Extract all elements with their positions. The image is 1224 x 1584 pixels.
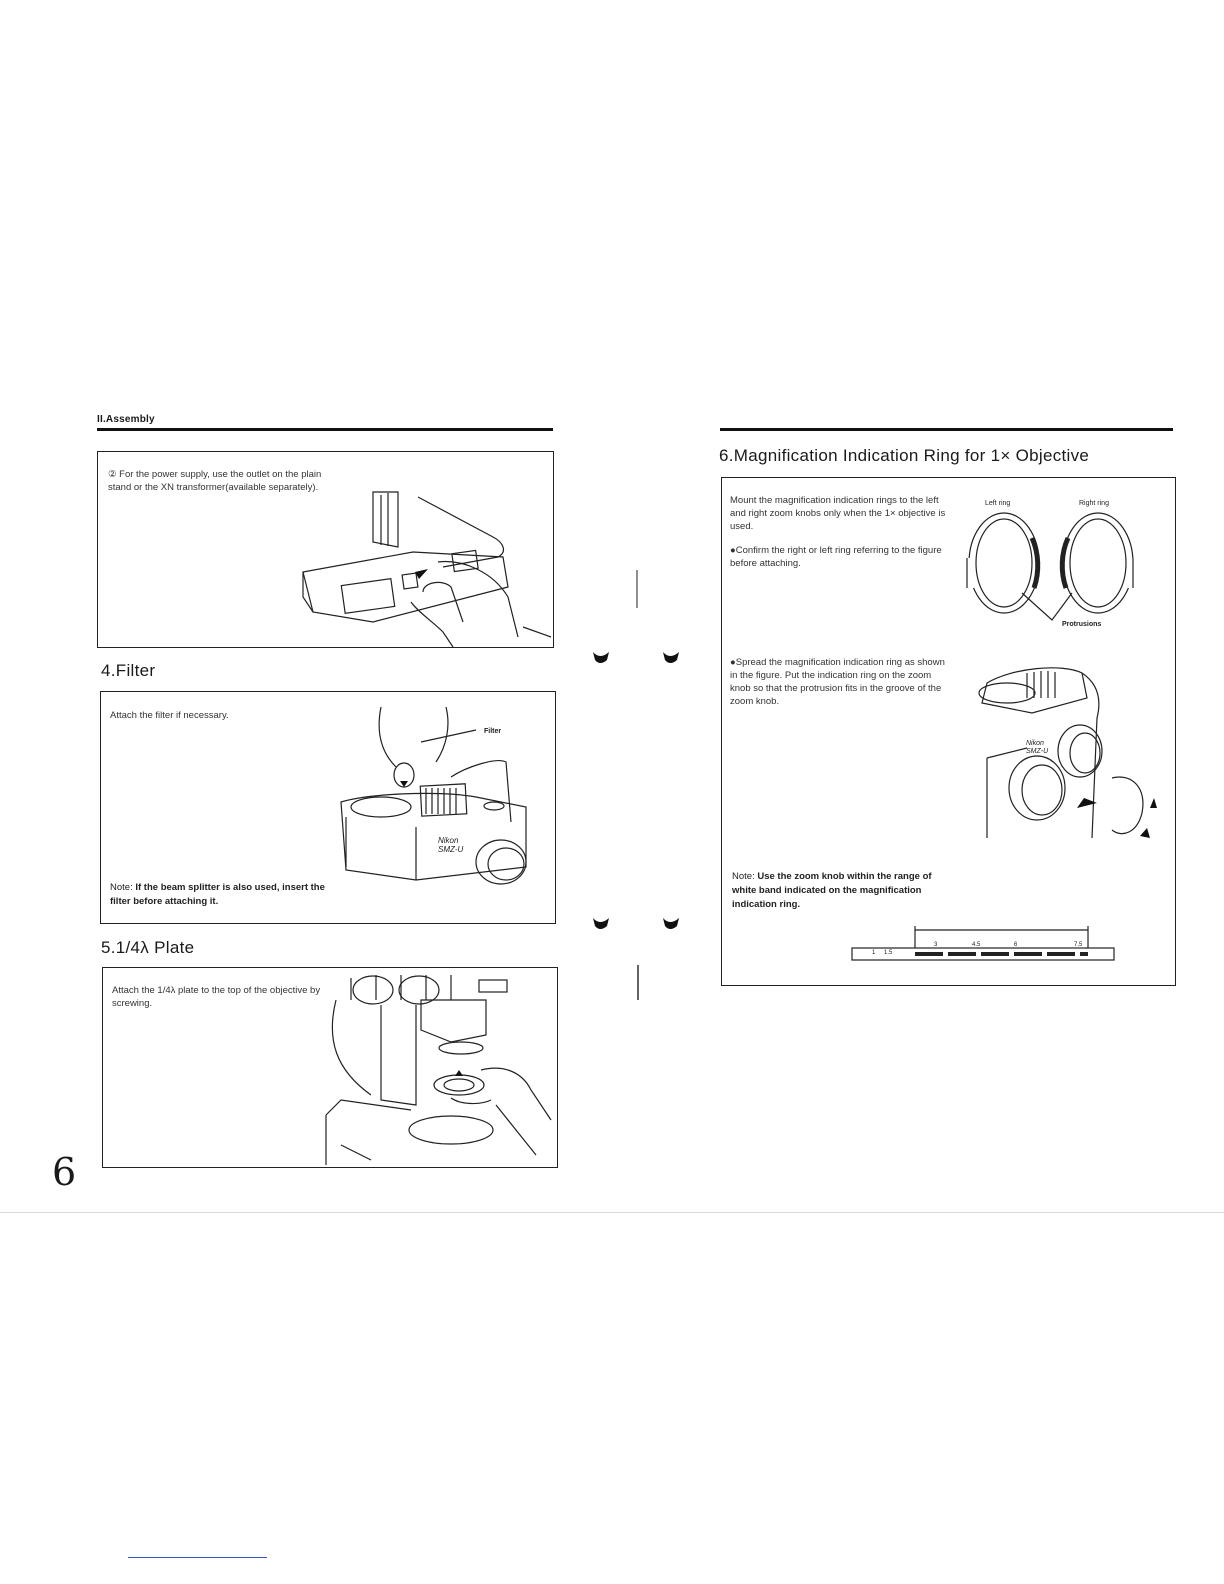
power-supply-box xyxy=(97,451,554,648)
ring-bullet-2: ●Spread the magnification indication ring as shown in the figure. Put the indication ring on the zoom knob so that the protrusion fits in the groove of the zoom knob. xyxy=(730,657,945,707)
filter-callout-label: Filter xyxy=(484,728,502,735)
scale-value-6: 6 xyxy=(1014,942,1018,948)
page-number: 6 xyxy=(52,1150,77,1194)
scale-value-7-5: 7.5 xyxy=(1074,942,1083,948)
plate-illustration xyxy=(321,970,557,1168)
filter-heading: 4.Filter xyxy=(101,661,156,680)
ring-text-1: Mount the magnification indication rings to the left and right zoom knobs only when the 1× objective is used. xyxy=(730,495,946,532)
right-header-rule xyxy=(720,428,1173,431)
ring-bullet-1: ●Confirm the right or left ring referring to the figure before attaching. xyxy=(730,545,942,569)
ring-box xyxy=(721,477,1176,986)
brand-marking: Nikon SMZ-U xyxy=(438,836,464,854)
ring-note xyxy=(732,870,952,912)
ring-heading: 6.Magnification Indication Ring for 1× Objective xyxy=(719,446,1090,465)
bottom-link-underline xyxy=(128,1557,267,1558)
right-ring-label: Right ring xyxy=(1079,500,1109,507)
bottom-scan-line xyxy=(0,1212,1224,1213)
plate-box xyxy=(102,967,558,1168)
rings-illustration xyxy=(962,508,1162,628)
ring-note-text: Use the zoom knob within the range of white band indicated on the magnification indication ring. xyxy=(732,871,932,910)
filter-note-label: Note: xyxy=(110,882,133,893)
scale-value-3: 3 xyxy=(934,942,938,948)
gutter-marks xyxy=(585,560,695,1010)
left-ring-label: Left ring xyxy=(985,500,1011,507)
filter-box xyxy=(100,691,556,924)
zoom-knob-illustration xyxy=(972,658,1172,858)
section-label: II.Assembly xyxy=(97,414,155,425)
scale-value-1-5: 1.5 xyxy=(884,950,893,956)
protrusions-label: Protrusions xyxy=(1062,621,1102,628)
scale-min-value: 1 xyxy=(872,950,876,956)
filter-note-text: If the beam splitter is also used, insert the filter before attaching it. xyxy=(110,882,325,907)
step-marker: ② xyxy=(108,469,117,480)
filter-note xyxy=(110,881,330,909)
ring-note-label: Note: xyxy=(732,871,755,882)
scale-value-4-5: 4.5 xyxy=(972,942,981,948)
zoom-knob-brand: Nikon SMZ-U xyxy=(1026,740,1049,755)
left-header-rule xyxy=(97,428,553,431)
filter-illustration xyxy=(326,702,556,892)
power-supply-description: For the power supply, use the outlet on the plain stand or the XN transformer(available separately). xyxy=(108,469,322,493)
plate-text: Attach the 1/4λ plate to the top of the objective by screwing. xyxy=(112,985,321,1009)
power-supply-illustration xyxy=(293,487,553,647)
plate-heading: 5.1/4λ Plate xyxy=(101,938,195,957)
filter-text: Attach the filter if necessary. xyxy=(110,710,229,721)
